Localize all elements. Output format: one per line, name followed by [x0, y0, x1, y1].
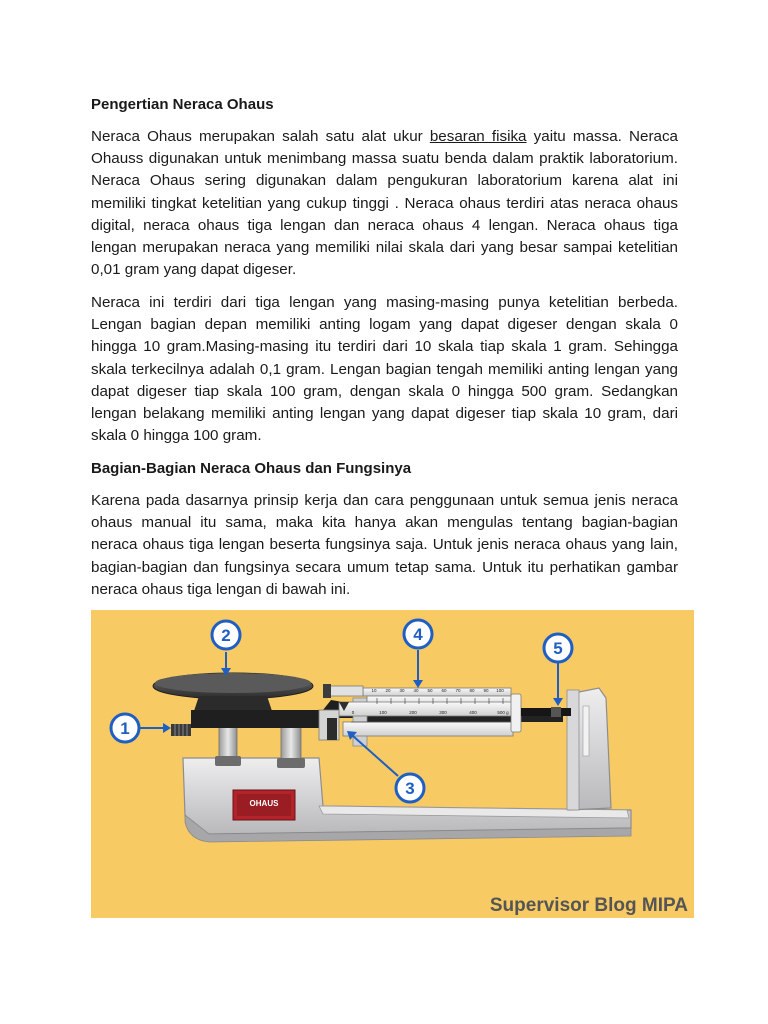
- upper-scale-label: 80: [469, 688, 475, 693]
- lower-scale-label: 0: [351, 710, 355, 715]
- upper-scale-label: 50: [427, 688, 433, 693]
- callout-label: 5: [553, 639, 563, 658]
- lower-scale-label: 300: [439, 710, 447, 715]
- callout-5: [544, 634, 572, 662]
- paragraph-definition-rest: yaitu massa. Neraca Ohauss digunakan untuk menimbang massa suatu benda dalam praktik laboratorium. Neraca Ohaus sering digunakan dalam pengukuran laboratorium karena alat ini memiliki tingkat ketelitian yang cukup tinggi . Neraca ohaus terdiri atas neraca ohaus digital, neraca ohaus tiga lengan dan neraca ohaus 4 lengan. Neraca ohaus tiga lengan merupakan neraca yang memiliki nilai skala dari yang besar sampai ketelitian 0,01 gram yang dapat digeser.: [91, 128, 678, 279]
- ohaus-brand-badge: [233, 790, 295, 820]
- callout-label: 3: [405, 779, 415, 798]
- upper-scale-label: 30: [399, 688, 405, 693]
- callout-1: [111, 714, 139, 742]
- upper-scale-label: 70: [455, 688, 461, 693]
- paragraph-definition: [91, 126, 678, 281]
- lower-scale-label: 200: [409, 710, 417, 715]
- zero-adjust-knob: [171, 724, 191, 736]
- callout-label: 2: [221, 626, 231, 645]
- upper-scale-label: 10: [371, 688, 377, 693]
- middle-scale-beam: [339, 702, 515, 716]
- ohaus-balance-figure: [91, 610, 694, 918]
- front-beam: [343, 722, 513, 736]
- upper-scale-label: 60: [441, 688, 447, 693]
- callout-label: 1: [120, 719, 130, 738]
- lower-scale-label: 400: [469, 710, 477, 715]
- paragraph-three-arms: Neraca ini terdiri dari tiga lengan yang masing-masing punya ketelitian berbeda. Lengan bagian depan memiliki anting logam yang dapat digeser dengan skala 0 hingga 10 gram.Masing-masing itu terdiri dari 10 skala tiap skala 1 gram. Sehingga skala terkecilnya adalah 0,1 gram. Lengan bagian tengah memiliki anting lengan yang dapat digeser tiap skala 100 gram, dengan skala 0 hingga 500 gram. Sedangkan lengan belakang memiliki anting lengan yang dapat digeser tiap skala 10 gram, dari skala 0 hingga 100 gram.: [91, 294, 678, 445]
- beam-assembly: [319, 684, 571, 746]
- callout-label: 4: [413, 625, 423, 644]
- callout-3: [396, 774, 424, 802]
- callout-2: [212, 621, 240, 649]
- upper-scale-label: 90: [483, 688, 489, 693]
- lower-scale-label: 500 g: [497, 710, 509, 715]
- watermark-text: Supervisor Blog MIPA: [489, 895, 688, 916]
- beam-support-tower: [567, 688, 611, 810]
- heading-pengertian: Pengertian Neraca Ohaus: [91, 96, 274, 113]
- link-besaran-fisika[interactable]: besaran fisika: [429, 128, 527, 145]
- brand-text: OHAUS: [249, 799, 279, 808]
- paragraph-parts-intro: Karena pada dasarnya prinsip kerja dan cara penggunaan untuk semua jenis neraca ohaus manual itu sama, maka kita hanya akan mengulas tentang bagian-bagian neraca ohaus tiga lengan beserta fungsinya saja. Untuk jenis neraca ohaus yang lain, bagian-bagian dan fungsinya secara umum tetap sama. Untuk itu perhatikan gambar neraca ohaus tiga lengan di bawah ini.: [91, 492, 678, 598]
- upper-scale-label: 40: [413, 688, 419, 693]
- callout-4: [404, 620, 432, 648]
- ohaus-balance-illustration: [91, 610, 694, 918]
- heading-bagian: Bagian-Bagian Neraca Ohaus dan Fungsinya: [91, 460, 412, 477]
- paragraph-definition-lead: Neraca Ohaus merupakan salah satu alat ukur: [91, 128, 430, 145]
- lower-scale-label: 100: [379, 710, 387, 715]
- upper-scale-label: 20: [385, 688, 391, 693]
- upper-scale-label: 100: [496, 688, 504, 693]
